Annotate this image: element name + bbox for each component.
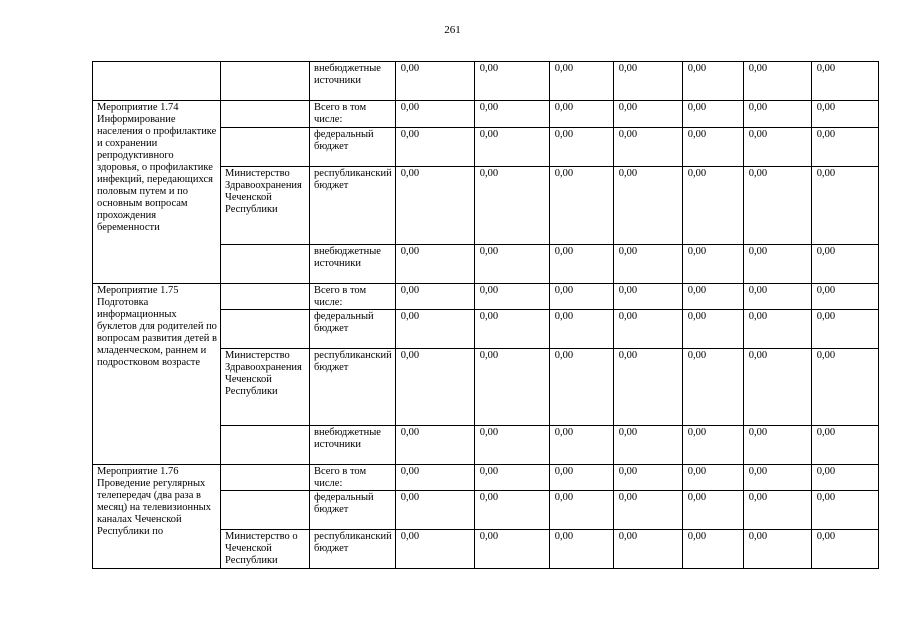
- value-cell: 0,00: [474, 62, 549, 101]
- value-cell: 0,00: [395, 167, 474, 245]
- value-cell: 0,00: [474, 167, 549, 245]
- value-cell: 0,00: [395, 349, 474, 426]
- value-cell: 0,00: [549, 167, 613, 245]
- value-cell: 0,00: [811, 62, 878, 101]
- value-cell: 0,00: [474, 491, 549, 530]
- value-cell: 0,00: [613, 62, 682, 101]
- value-cell: 0,00: [613, 349, 682, 426]
- value-cell: 0,00: [682, 101, 743, 128]
- value-cell: 0,00: [682, 530, 743, 569]
- value-cell: 0,00: [474, 284, 549, 310]
- value-cell: 0,00: [474, 465, 549, 491]
- value-cell: 0,00: [474, 245, 549, 284]
- executor-cell-empty: [221, 128, 310, 167]
- value-cell: 0,00: [474, 530, 549, 569]
- value-cell: 0,00: [743, 128, 811, 167]
- source-cell: внебюджетные источники: [310, 62, 396, 101]
- value-cell: 0,00: [395, 310, 474, 349]
- value-cell: 0,00: [549, 530, 613, 569]
- source-cell: внебюджетные источники: [310, 426, 396, 465]
- value-cell: 0,00: [682, 245, 743, 284]
- page-number: 261: [444, 24, 461, 36]
- value-cell: 0,00: [395, 491, 474, 530]
- value-cell: 0,00: [811, 284, 878, 310]
- value-cell: 0,00: [811, 245, 878, 284]
- value-cell: 0,00: [682, 491, 743, 530]
- source-cell: федеральный бюджет: [310, 491, 396, 530]
- value-cell: 0,00: [811, 310, 878, 349]
- value-cell: 0,00: [474, 128, 549, 167]
- value-cell: 0,00: [743, 62, 811, 101]
- value-cell: 0,00: [395, 62, 474, 101]
- source-cell: Всего в том числе:: [310, 465, 396, 491]
- value-cell: 0,00: [743, 426, 811, 465]
- value-cell: 0,00: [474, 349, 549, 426]
- value-cell: 0,00: [395, 128, 474, 167]
- value-cell: 0,00: [474, 426, 549, 465]
- value-cell: 0,00: [682, 310, 743, 349]
- value-cell: 0,00: [682, 349, 743, 426]
- source-cell: внебюджетные источники: [310, 245, 396, 284]
- executor-cell: Министерство Здравоохранения Чеченской Республики: [221, 167, 310, 245]
- value-cell: 0,00: [613, 310, 682, 349]
- value-cell: 0,00: [395, 284, 474, 310]
- value-cell: 0,00: [743, 101, 811, 128]
- value-cell: 0,00: [811, 167, 878, 245]
- value-cell: 0,00: [613, 167, 682, 245]
- value-cell: 0,00: [743, 465, 811, 491]
- value-cell: 0,00: [549, 310, 613, 349]
- executor-cell-empty: [221, 101, 310, 128]
- table-row: [93, 465, 879, 491]
- value-cell: 0,00: [613, 491, 682, 530]
- value-cell: 0,00: [743, 349, 811, 426]
- table-row: [93, 101, 879, 128]
- executor-cell-empty: [221, 62, 310, 101]
- value-cell: 0,00: [474, 310, 549, 349]
- value-cell: 0,00: [682, 128, 743, 167]
- value-cell: 0,00: [549, 101, 613, 128]
- value-cell: 0,00: [743, 491, 811, 530]
- value-cell: 0,00: [549, 245, 613, 284]
- executor-cell-empty: [221, 426, 310, 465]
- table-row: [93, 62, 879, 101]
- table-row: [93, 284, 879, 310]
- value-cell: 0,00: [613, 530, 682, 569]
- executor-cell: Министерство о Чеченской Республики: [221, 530, 310, 569]
- value-cell: 0,00: [549, 284, 613, 310]
- value-cell: 0,00: [395, 530, 474, 569]
- value-cell: 0,00: [743, 530, 811, 569]
- value-cell: 0,00: [549, 491, 613, 530]
- value-cell: 0,00: [682, 426, 743, 465]
- source-cell: Всего в том числе:: [310, 284, 396, 310]
- measure-cell-empty: [93, 62, 221, 101]
- executor-cell-empty: [221, 310, 310, 349]
- executor-cell-empty: [221, 491, 310, 530]
- source-cell: республиканский бюджет: [310, 530, 396, 569]
- source-cell: федеральный бюджет: [310, 128, 396, 167]
- source-cell: республиканский бюджет: [310, 167, 396, 245]
- value-cell: 0,00: [613, 101, 682, 128]
- value-cell: 0,00: [811, 128, 878, 167]
- value-cell: 0,00: [613, 284, 682, 310]
- budget-table: [92, 61, 879, 569]
- value-cell: 0,00: [682, 284, 743, 310]
- value-cell: 0,00: [682, 167, 743, 245]
- value-cell: 0,00: [682, 62, 743, 101]
- value-cell: 0,00: [613, 128, 682, 167]
- value-cell: 0,00: [549, 465, 613, 491]
- value-cell: 0,00: [811, 530, 878, 569]
- value-cell: 0,00: [743, 310, 811, 349]
- value-cell: 0,00: [549, 62, 613, 101]
- executor-cell-empty: [221, 284, 310, 310]
- value-cell: 0,00: [811, 491, 878, 530]
- source-cell: республиканский бюджет: [310, 349, 396, 426]
- value-cell: 0,00: [549, 349, 613, 426]
- value-cell: 0,00: [811, 465, 878, 491]
- value-cell: 0,00: [395, 426, 474, 465]
- measure-title-cell: Мероприятие 1.75 Подготовка информационных буклетов для родителей по вопросам развития детей в младенческом, раннем и подростковом возрасте: [93, 284, 221, 465]
- value-cell: 0,00: [743, 167, 811, 245]
- executor-cell-empty: [221, 465, 310, 491]
- executor-cell: Министерство Здравоохранения Чеченской Республики: [221, 349, 310, 426]
- source-cell: Всего в том числе:: [310, 101, 396, 128]
- value-cell: 0,00: [743, 284, 811, 310]
- value-cell: 0,00: [474, 101, 549, 128]
- value-cell: 0,00: [811, 426, 878, 465]
- measure-title-cell: Мероприятие 1.74 Информирование населения о профилактике и сохранении репродуктивного здоровья, о профилактике инфекций, передающихся половым путем и по основным вопросам прохождения беременности: [93, 101, 221, 284]
- executor-cell-empty: [221, 245, 310, 284]
- value-cell: 0,00: [613, 465, 682, 491]
- value-cell: 0,00: [395, 465, 474, 491]
- value-cell: 0,00: [549, 128, 613, 167]
- measure-title-cell: Мероприятие 1.76 Проведение регулярных телепередач (два раза в месяц) на телевизионных каналах Чеченской Республики по: [93, 465, 221, 569]
- value-cell: 0,00: [613, 245, 682, 284]
- value-cell: 0,00: [613, 426, 682, 465]
- value-cell: 0,00: [395, 245, 474, 284]
- value-cell: 0,00: [549, 426, 613, 465]
- value-cell: 0,00: [811, 349, 878, 426]
- value-cell: 0,00: [743, 245, 811, 284]
- value-cell: 0,00: [395, 101, 474, 128]
- value-cell: 0,00: [811, 101, 878, 128]
- value-cell: 0,00: [682, 465, 743, 491]
- source-cell: федеральный бюджет: [310, 310, 396, 349]
